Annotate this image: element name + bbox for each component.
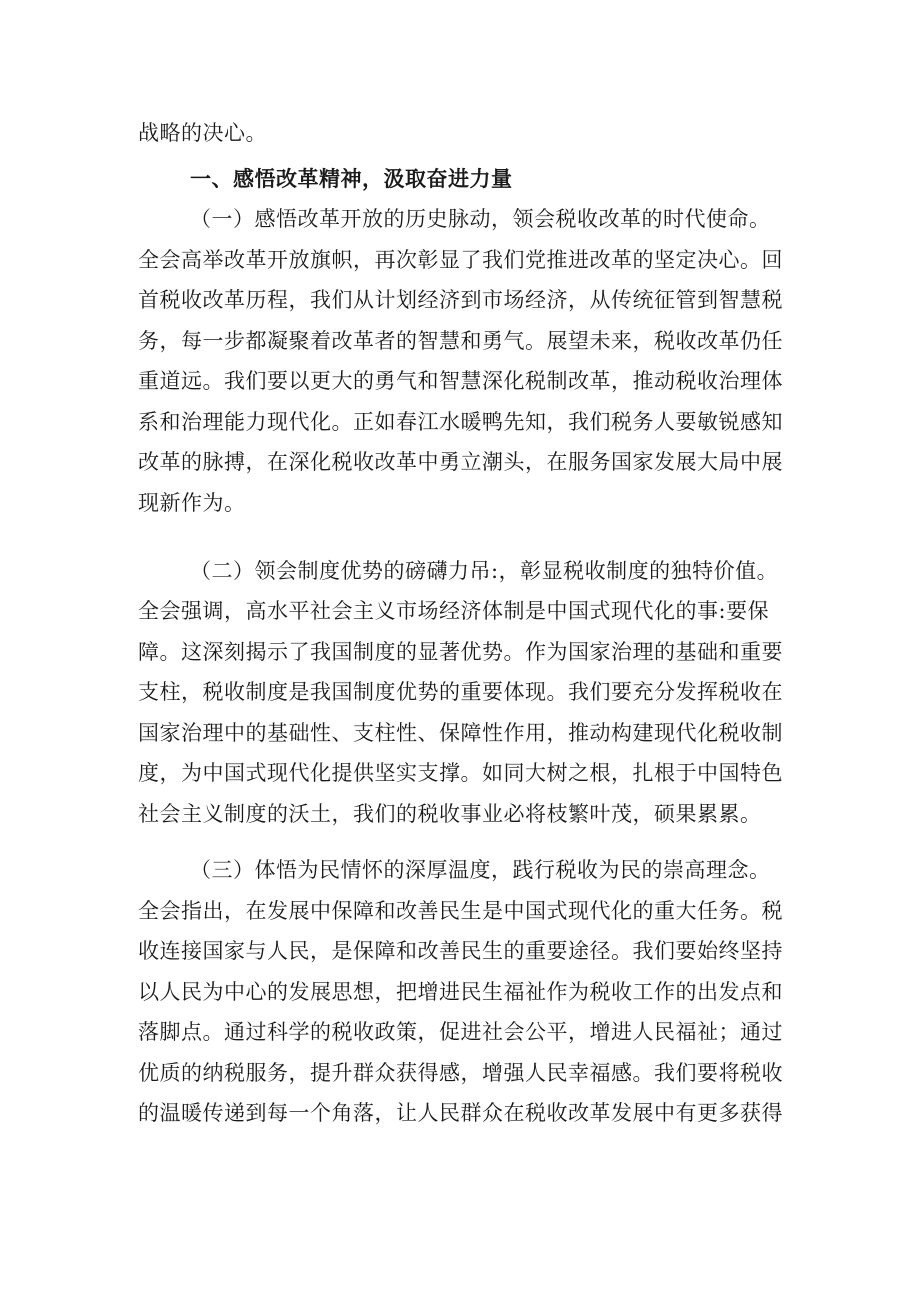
paragraph-1-line-7: 改革的脉搏，在深化税收改革中勇立潮头，在服务国家发展大局中展 [138, 450, 783, 474]
paragraph-1-line-1: （一）感悟改革开放的历史脉动，领会税收改革的时代使命。 [190, 207, 771, 231]
paragraph-3-line-6: 优质的纳税服务，提升群众获得感，增强人民幸福感。我们要将税收 [138, 1061, 783, 1085]
paragraph-2-line-6: 度，为中国式现代化提供坚实支撑。如同大树之根，扎根于中国特色 [138, 761, 783, 785]
paragraph-2-line-4: 支柱，税收制度是我国制度优势的重要体现。我们要充分发挥税收在 [138, 680, 783, 704]
paragraph-2-line-5: 国家治理中的基础性、支柱性、保障性作用，推动构建现代化税收制 [138, 721, 783, 745]
paragraph-3-line-4: 以人民为中心的发展思想，把增进民生福祉作为税收工作的出发点和 [138, 980, 783, 1004]
paragraph-3-line-2: 全会指出，在发展中保障和改善民生是中国式现代化的重大任务。税 [138, 899, 783, 923]
paragraph-1-line-4: 务，每一步都凝聚着改革者的智慧和勇气。展望未来，税收改革仍任 [138, 329, 783, 353]
paragraph-3-line-3: 收连接国家与人民，是保障和改善民生的重要途径。我们要始终坚持 [138, 939, 783, 963]
paragraph-2-line-7: 社会主义制度的沃土，我们的税收事业必将枝繁叶茂，硕果累累。 [138, 802, 762, 826]
paragraph-1-line-5: 重道远。我们要以更大的勇气和智慧深化税制改革，推动税收治理体 [138, 369, 783, 393]
paragraph-2-line-1: （二）领会制度优势的磅礴力吊:，彰显税收制度的独特价值。 [190, 559, 779, 583]
paragraph-1-line-2: 全会高举改革开放旗帜，再次彰显了我们党推进改革的坚定决心。回 [138, 248, 783, 272]
intro-line: 战略的决心。 [138, 121, 267, 145]
paragraph-3-line-7: 的温暖传递到每一个角落，让人民群众在税收改革发展中有更多获得 [138, 1101, 783, 1125]
paragraph-3-line-1: （三）体悟为民情怀的深厚温度，践行税收为民的崇高理念。 [190, 858, 771, 882]
paragraph-1-line-3: 首税收改革历程，我们从计划经济到市场经济，从传统征管到智慧税 [138, 288, 783, 312]
paragraph-2-line-2: 全会强调，高水平社会主义市场经济体制是中国式现代化的事:要保 [138, 599, 770, 623]
paragraph-1-line-6: 系和治理能力现代化。正如春江水暖鸭先知，我们税务人要敏锐感知 [138, 410, 783, 434]
paragraph-1-line-8: 现新作为。 [138, 491, 246, 515]
paragraph-3-line-5: 落脚点。通过科学的税收政策，促进社会公平，增进人民福祉；通过 [138, 1020, 783, 1044]
paragraph-2-line-3: 障。这深刻揭示了我国制度的显著优势。作为国家治理的基础和重要 [138, 640, 783, 664]
section-heading: 一、感悟改革精神，汲取奋进力量 [190, 166, 513, 191]
